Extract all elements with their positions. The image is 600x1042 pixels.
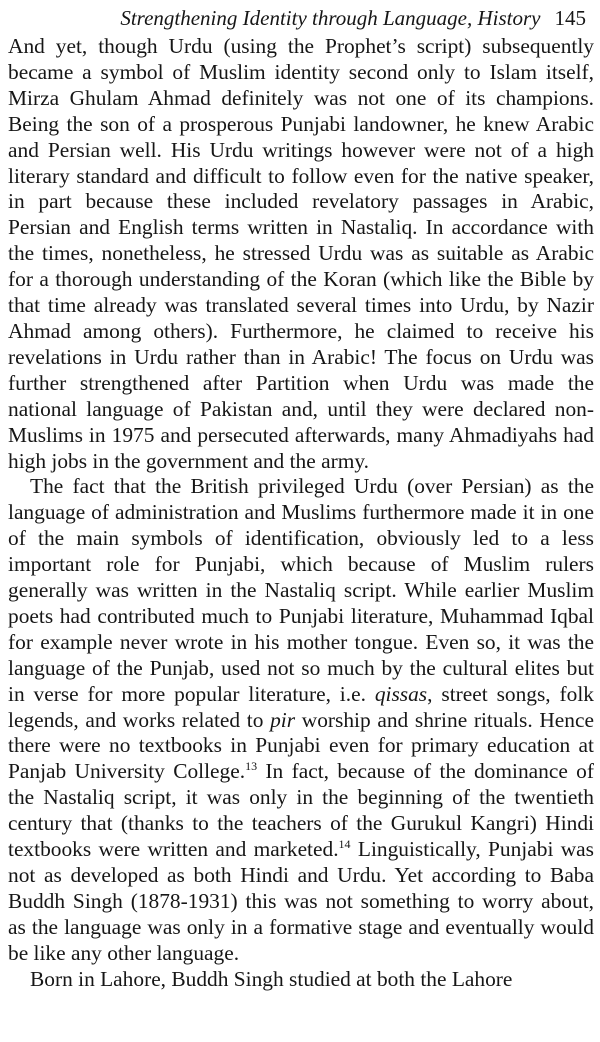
text-run: Linguistically, Punjabi was not as developed as both Hindi and Urdu. Yet according to Baba Buddh Singh (1878-1931) this was not something to worry about, as the language was only in a formative stage and eventually would be like any other language.	[8, 837, 595, 965]
text-run: The fact that the British privileged Urdu (over Persian) as the language of administration and Muslims furthermore made it in one of the main symbols of identification, obviously led to a less important role for Punjabi, which because of Muslim rulers generally was written in the Nastaliq script. While earlier Muslim poets had contributed much to Punjabi literature, Muhammad Iqbal for example never wrote in his mother tongue. Even so, it was the language of the Punjab, used not so much by the cultural elites but in verse for more popular literature, i.e.	[8, 474, 594, 706]
paragraph	[8, 34, 594, 474]
text-run: In fact, because of the dominance of the Nastaliq script, it was only in the beginning of the twentieth century that (thanks to the teachers of the Gurukul Kangri) Hindi textbooks were written and marketed.	[8, 759, 594, 862]
paragraph	[8, 474, 594, 966]
running-header	[8, 4, 594, 34]
paragraph	[8, 967, 594, 993]
footnote-ref: 13	[245, 759, 258, 774]
text-run: worship and shrine rituals. Hence there were no textbooks in Punjabi even for primary education at Panjab University College.	[8, 707, 594, 784]
italic-term: pir	[270, 707, 296, 732]
text-run: And yet, though Urdu (using the Prophet’s script) subsequently became a symbol of Muslim identity second only to Islam itself, Mirza Ghulam Ahmad definitely was not one of its champions. Being the son of a prosperous Punjabi landowner, he knew Arabic and Persian well. His Urdu writings however were not of a high literary standard and difficult to follow even for the native speaker, in part because these included revelatory passages in Arabic, Persian and English terms written in Nastaliq. In accordance with the times, nonetheless, he stressed Urdu was as suitable as Arabic for a thorough understanding of the Koran (which like the Bible by that time already was translated several times into Urdu, by Nazir Ahmad among others). Furthermore, he claimed to receive his revelations in Urdu rather than in Arabic! The focus on Urdu was further strengthened after Partition when Urdu was made the national language of Pakistan and, until they were declared non-Muslims in 1975 and persecuted afterwards, many Ahmadiyahs had high jobs in the government and the army.	[8, 34, 594, 473]
text-run: , street songs, folk legends, and works related to	[8, 681, 594, 732]
text-run: Born in Lahore, Buddh Singh studied at both the Lahore	[30, 966, 513, 991]
running-title: Strengthening Identity through Language, History	[120, 6, 541, 30]
body-text	[8, 34, 594, 993]
footnote-ref: 14	[338, 836, 351, 851]
page-number: 145	[554, 6, 586, 30]
italic-term: qissas	[374, 681, 428, 706]
